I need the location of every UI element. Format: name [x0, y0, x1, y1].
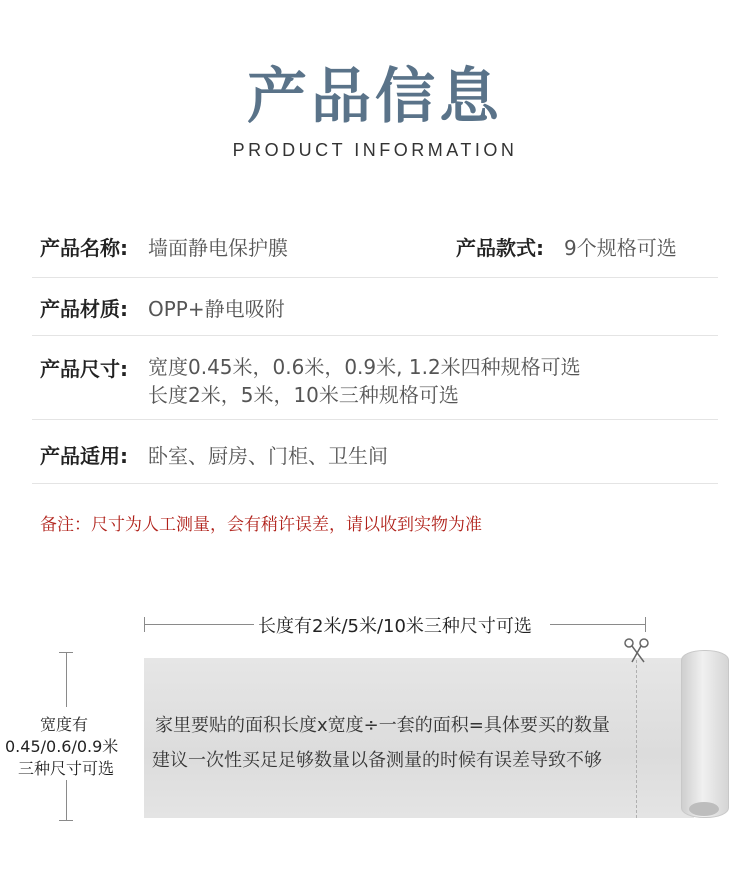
- length-dim-tick-right: [645, 617, 646, 632]
- width-label-line3: 三种尺寸可选: [18, 759, 115, 778]
- info-row-name: [32, 215, 718, 278]
- film-roll: [681, 650, 729, 818]
- material-value: OPP+静电吸附: [148, 297, 285, 321]
- film-roll-end: [689, 802, 719, 816]
- width-dim-line-bottom: [66, 780, 67, 820]
- scissors-icon: [622, 636, 652, 666]
- use-label: 产品适用:: [40, 444, 128, 468]
- page-subtitle: PRODUCT INFORMATION: [232, 140, 518, 160]
- name-value: 墙面静电保护膜: [148, 236, 288, 260]
- length-dim-line-left: [144, 624, 254, 625]
- page-title: 产品信息: [247, 62, 503, 132]
- style-label: 产品款式:: [456, 236, 544, 260]
- length-dim-tick-left: [144, 617, 145, 632]
- width-dim-tick-bottom: [59, 820, 73, 821]
- info-row-size: [32, 336, 718, 420]
- length-dim-line-right: [550, 624, 645, 625]
- width-label-line1: 宽度有: [40, 715, 89, 734]
- size-label: 产品尺寸:: [40, 357, 128, 381]
- name-label: 产品名称:: [40, 236, 128, 260]
- cut-line: [636, 660, 637, 818]
- width-label-line2: 0.45/0.6/0.9米: [5, 737, 119, 756]
- style-value: 9个规格可选: [564, 236, 677, 260]
- info-row-material: [32, 278, 718, 336]
- size-value-line1: 宽度0.45米，0.6米，0.9米, 1.2米四种规格可选: [148, 355, 581, 379]
- info-row-use: [32, 420, 718, 484]
- size-value-line2: 长度2米，5米，10米三种规格可选: [148, 383, 459, 407]
- film-sheet: [144, 658, 694, 818]
- material-label: 产品材质:: [40, 297, 128, 321]
- note-text: 备注：尺寸为人工测量，会有稍许误差，请以收到实物为准: [40, 515, 482, 535]
- width-dim-line-top: [66, 652, 67, 707]
- film-text-line2: 建议一次性买足足够数量以备测量的时候有误差导致不够: [152, 750, 602, 771]
- use-value: 卧室、厨房、门柜、卫生间: [148, 444, 388, 468]
- length-label: 长度有2米/5米/10米三种尺寸可选: [258, 616, 532, 637]
- film-text-line1: 家里要贴的面积长度x宽度÷一套的面积=具体要买的数量: [155, 715, 610, 736]
